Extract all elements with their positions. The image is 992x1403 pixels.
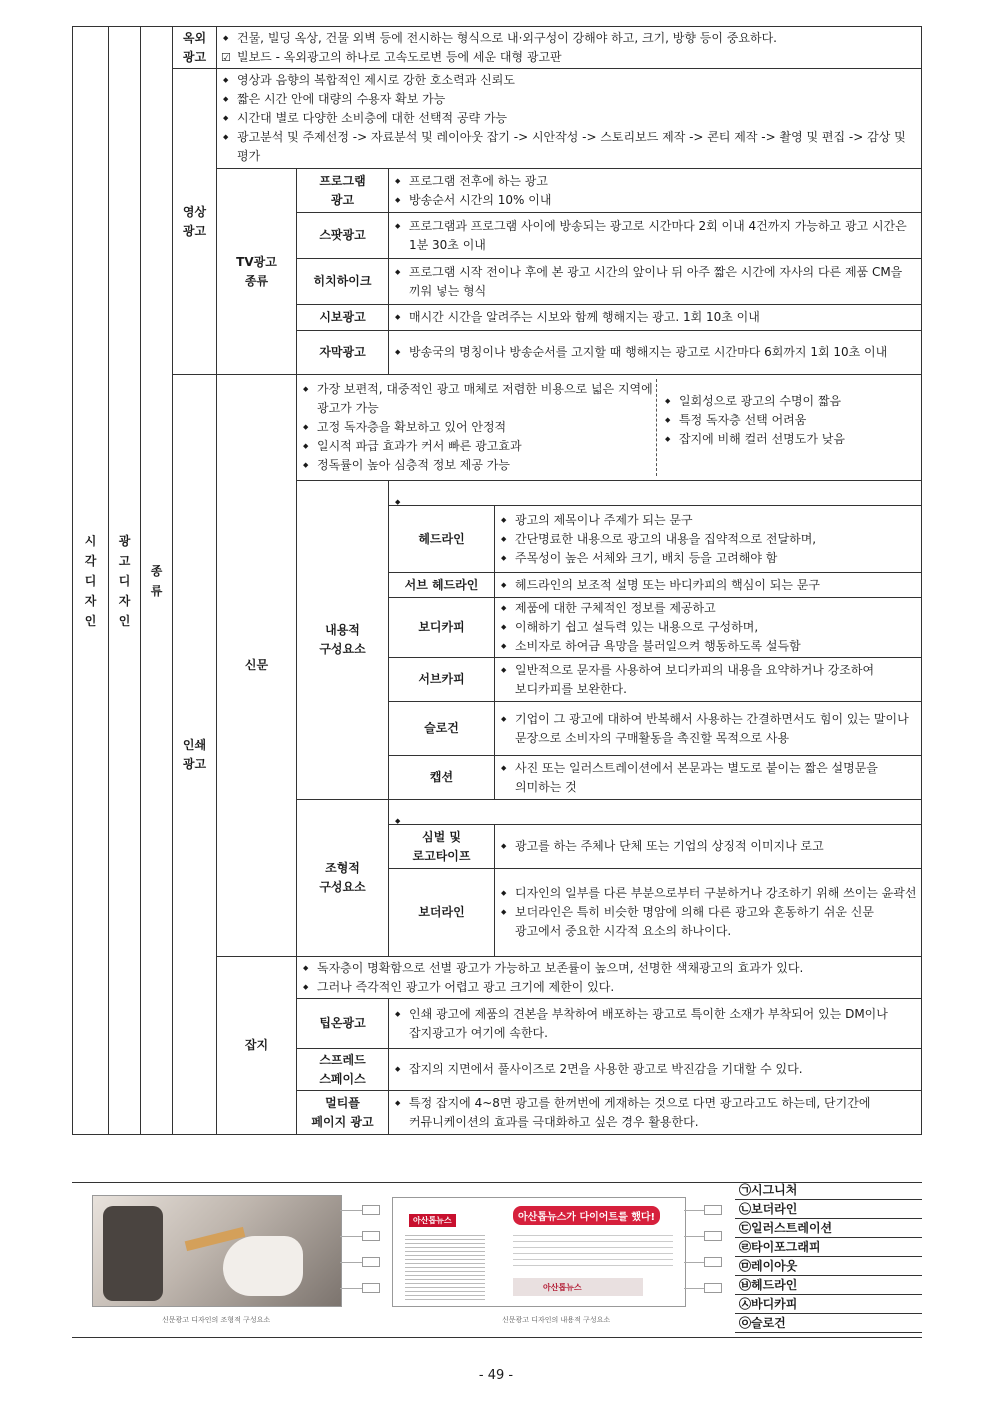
content-element-name: 서브 헤드라인 bbox=[389, 573, 495, 598]
legend-item: ㉠시그니처 bbox=[735, 1181, 922, 1200]
bullet-list bbox=[221, 70, 917, 167]
content-element-name: 캡션 bbox=[389, 756, 495, 800]
bullet-item: ◆ 짧은 시간 안에 대량의 수용자 확보 가능 bbox=[221, 90, 917, 109]
magazine-type-desc bbox=[389, 1049, 922, 1091]
bullet-item: ◆ 정독률이 높아 심층적 정보 제공 가능 bbox=[301, 456, 656, 475]
bullet-item: ◆ 이해하기 쉽고 설득력 있는 내용으로 구성하며, bbox=[499, 618, 917, 637]
category-ad-design: 광 고 디 자 인 bbox=[109, 27, 141, 1135]
legend-item: ㉣타이포그래피 bbox=[735, 1238, 922, 1257]
bullet-item: ◆ 특정 독자층 선택 어려움 bbox=[663, 411, 917, 430]
print-label: 인쇄 광고 bbox=[173, 375, 217, 1135]
bullet-list bbox=[393, 342, 917, 363]
bullet-item: ◆ 광고분석 및 주제선정 -> 자료분석 및 레이아웃 잡기 -> 시안작성 -> 스토리보드 제작 -> 콘티 제작 -> 촬영 및 편집 -> 감상 및 평가 bbox=[221, 128, 917, 166]
label-box bbox=[362, 1205, 380, 1215]
video-label: 영상 광고 bbox=[173, 69, 217, 375]
form-elements-label: 조형적 구성요소 bbox=[297, 800, 389, 957]
bullet-item: ◆ 방송국의 명칭이나 방송순서를 고지할 때 행해지는 광고로 시간마다 6회까지 1회 10초 이내 bbox=[393, 343, 917, 362]
newspaper-label: 신문 bbox=[217, 375, 297, 957]
ad-body-text bbox=[513, 1230, 673, 1270]
ad-logo: 아산톱뉴스 bbox=[409, 1214, 456, 1227]
bullet-list bbox=[393, 1004, 917, 1044]
form-element-name: 심벌 및 로고타이프 bbox=[389, 825, 495, 869]
legend-item: ㉦바디카피 bbox=[735, 1295, 922, 1314]
tv-type-name: 프로그램 광고 bbox=[297, 169, 389, 213]
ad-footer-logo: 아산톱뉴스 bbox=[543, 1283, 582, 1292]
tv-type-desc bbox=[389, 331, 922, 375]
legend-item: ㉤레이아웃 bbox=[735, 1257, 922, 1276]
magazine-type-desc bbox=[389, 999, 922, 1049]
bullet-item: ◆ 잡지의 지면에서 풀사이즈로 2면을 사용한 광고로 박진감을 기대할 수 있다. bbox=[393, 1060, 917, 1079]
answer-legend bbox=[735, 1181, 922, 1333]
newspaper-pros-cons bbox=[297, 375, 922, 481]
content-element-desc bbox=[495, 702, 922, 756]
bullet-item: ◆ 광고를 하는 주체나 단체 또는 기업의 상징적 이미지나 로고 bbox=[499, 837, 917, 856]
bullet-list bbox=[221, 28, 917, 68]
bullet-list bbox=[499, 836, 917, 857]
bullet-item: ◆ 매시간 시간을 알려주는 시보와 함께 행해지는 광고. 1회 10초 이내 bbox=[393, 308, 917, 327]
bullet-list bbox=[663, 391, 917, 450]
outdoor-label: 옥외 광고 bbox=[173, 27, 217, 69]
newspaper-pros bbox=[301, 379, 657, 476]
form-element-desc bbox=[495, 869, 922, 957]
tv-type-name: 스팟광고 bbox=[297, 213, 389, 259]
bullet-list bbox=[393, 216, 917, 256]
bullet-item: ◆ 프로그램과 프로그램 사이에 방송되는 광고로 시간마다 2회 이내 4건까지 가능하고 광고 시간은 1분 30초 이내 bbox=[393, 217, 917, 255]
newspaper-cons bbox=[657, 379, 917, 476]
bullet-list bbox=[393, 1059, 917, 1080]
bullet-item: ◆ 잡지에 비해 컬러 선명도가 낮음 bbox=[663, 430, 917, 449]
content-element-name: 보디카피 bbox=[389, 598, 495, 658]
bullet-item: ◆ 가장 보편적, 대중적인 광고 매체로 저렴한 비용으로 넓은 지역에 광고가 가능 bbox=[301, 380, 656, 418]
content-element-name: 헤드라인 bbox=[389, 506, 495, 573]
bullet-list bbox=[393, 811, 917, 813]
tv-type-desc bbox=[389, 259, 922, 305]
figure-area bbox=[72, 1182, 922, 1338]
bullet-item: ◆ 특정 잡지에 4~8면 광고를 한꺼번에 게재하는 것으로 다면 광고라고도 하는데, 단기간에 커뮤니케이션의 효과를 극대화하고 싶은 경우 활용한다. bbox=[393, 1094, 917, 1132]
bullet-item: ◆ 프로그램 시작 전이나 후에 본 광고 시간의 앞이나 뒤 아주 짧은 시간에 자사의 다른 제품 CM을 끼워 넣는 형식 bbox=[393, 263, 917, 301]
magazine-type-name: 멀티플 페이지 광고 bbox=[297, 1091, 389, 1135]
bullet-item: ◆ 고정 독자층을 확보하고 있어 안정적 bbox=[301, 418, 656, 437]
bullet-item: ◆ 프로그램 전후에 하는 광고 bbox=[393, 172, 917, 191]
tv-type-name: 시보광고 bbox=[297, 305, 389, 331]
magazine-label: 잡지 bbox=[217, 957, 297, 1135]
bullet-item: ◆ 제품에 대한 구체적인 정보를 제공하고 bbox=[499, 599, 917, 618]
legend-item: ㉢일러스트레이션 bbox=[735, 1219, 922, 1238]
bullet-item: ◆ 일회성으로 광고의 수명이 짧음 bbox=[663, 392, 917, 411]
tv-type-name: 자막광고 bbox=[297, 331, 389, 375]
label-box bbox=[362, 1283, 380, 1293]
form-elements-summary bbox=[389, 800, 922, 825]
bullet-item: ◆ 보더라인은 특히 비슷한 명암에 의해 다른 광고와 혼동하기 쉬운 신문 광고에서 중요한 시각적 요소의 하나이다. bbox=[499, 903, 917, 941]
bullet-item: ◆ 방송순서 시간의 10% 이내 bbox=[393, 191, 917, 210]
label-box bbox=[704, 1231, 722, 1241]
ad-design-table bbox=[72, 26, 922, 1135]
bullet-list bbox=[393, 1093, 917, 1133]
content-element-desc bbox=[495, 756, 922, 800]
bullet-item: ◆ 그러나 즉각적인 광고가 어렵고 광고 크기에 제한이 있다. bbox=[301, 978, 917, 997]
bullet-item: ◆ 사진 또는 일러스트레이션에서 본문과는 별도로 붙이는 짧은 설명문을 의미하는 것 bbox=[499, 759, 917, 797]
bullet-item: ◆ 디자인의 일부를 다른 부분으로부터 구분하거나 강조하기 위해 쓰이는 윤곽선 bbox=[499, 884, 917, 903]
ad-newspaper-sample bbox=[392, 1197, 686, 1307]
bullet-list bbox=[393, 171, 917, 211]
bullet-list bbox=[393, 307, 917, 328]
legend-item: ㉡보더라인 bbox=[735, 1200, 922, 1219]
bullet-list bbox=[393, 262, 917, 302]
bullet-list bbox=[301, 958, 917, 998]
video-desc bbox=[217, 69, 922, 169]
bullet-item: ◆ 독자층이 명확함으로 선별 광고가 가능하고 보존률이 높으며, 선명한 색채광고의 효과가 있다. bbox=[301, 959, 917, 978]
bullet-list bbox=[499, 883, 917, 942]
bullet-item: ◆ 시간대 별로 다양한 소비층에 대한 선택적 공략 가능 bbox=[221, 109, 917, 128]
bullet-item: ◆ 건물, 빌딩 옥상, 건물 외벽 등에 전시하는 형식으로 내·외구성이 강해야 하고, 크기, 방향 등이 중요하다. bbox=[221, 29, 917, 48]
label-box bbox=[362, 1231, 380, 1241]
tv-type-name: 히치하이크 bbox=[297, 259, 389, 305]
content-element-desc bbox=[495, 658, 922, 702]
bullet-item: ◆ 일반적으로 문자를 사용하여 보디카피의 내용을 요약하거나 강조하여 보디카피를 보완한다. bbox=[499, 661, 917, 699]
tv-types-label: TV광고 종류 bbox=[217, 169, 297, 375]
bullet-list bbox=[301, 379, 656, 476]
content-element-desc bbox=[495, 598, 922, 658]
page-number: - 49 - bbox=[478, 1368, 514, 1383]
figure-caption-1: 신문광고 디자인의 조형적 구성요소 bbox=[162, 1316, 271, 1324]
magazine-type-name: 스프레드 스페이스 bbox=[297, 1049, 389, 1091]
magazine-desc bbox=[297, 957, 922, 999]
tv-type-desc bbox=[389, 213, 922, 259]
ad-newspaper-thumb bbox=[405, 1232, 485, 1300]
label-box bbox=[704, 1283, 722, 1293]
bullet-item: ◆ 주목성이 높은 서체와 크기, 배치 등을 고려해야 함 bbox=[499, 549, 917, 568]
form-element-name: 보더라인 bbox=[389, 869, 495, 957]
label-box bbox=[362, 1257, 380, 1267]
bullet-list bbox=[499, 510, 917, 569]
content-element-desc bbox=[495, 506, 922, 573]
bullet-item: ◆ 인쇄 광고에 제품의 견본을 부착하여 배포하는 광고로 특이한 소재가 부착되어 있는 DM이나 잡지광고가 여기에 속한다. bbox=[393, 1005, 917, 1043]
bullet-item: ◆ 영상과 음향의 복합적인 제시로 강한 호소력과 신뢰도 bbox=[221, 71, 917, 90]
bullet-list bbox=[499, 709, 917, 749]
bullet-list bbox=[393, 492, 917, 494]
legend-item: ㉥헤드라인 bbox=[735, 1276, 922, 1295]
bullet-item: ◆ 일시적 파급 효과가 커서 빠른 광고효과 bbox=[301, 437, 656, 456]
ad-headline: 아산톱뉴스가 다이어트를 했다! bbox=[513, 1206, 660, 1225]
content-elements-summary bbox=[389, 481, 922, 506]
figure-caption-2: 신문광고 디자인의 내용적 구성요소 bbox=[502, 1316, 611, 1324]
magazine-type-desc bbox=[389, 1091, 922, 1135]
content-elements-label: 내용적 구성요소 bbox=[297, 481, 389, 800]
magazine-type-name: 팁온광고 bbox=[297, 999, 389, 1049]
form-element-desc bbox=[495, 825, 922, 869]
legend-item: ㉧슬로건 bbox=[735, 1314, 922, 1333]
bullet-item: ◆ 광고의 제목이나 주제가 되는 문구 bbox=[499, 511, 917, 530]
bullet-item: ◆ 헤드라인의 보조적 설명 또는 바디카피의 핵심이 되는 문구 bbox=[499, 576, 917, 595]
bullet-item: ☑ 빌보드 - 옥외광고의 하나로 고속도로변 등에 세운 대형 광고판 bbox=[221, 48, 917, 67]
bullet-item: ◆ 간단명료한 내용으로 광고의 내용을 집약적으로 전달하며, bbox=[499, 530, 917, 549]
content-element-desc bbox=[495, 573, 922, 598]
bullet-list bbox=[499, 575, 917, 596]
outdoor-desc bbox=[217, 27, 922, 69]
content-element-name: 슬로건 bbox=[389, 702, 495, 756]
category-type: 종 류 bbox=[141, 27, 173, 1135]
label-box bbox=[704, 1257, 722, 1267]
category-visual-design: 시 각 디 자 인 bbox=[73, 27, 109, 1135]
content-element-name: 서브카피 bbox=[389, 658, 495, 702]
bullet-item: ◆ 소비자로 하여금 욕망을 불러일으켜 행동하도록 설득함 bbox=[499, 637, 917, 656]
bullet-list bbox=[499, 660, 917, 700]
label-box bbox=[704, 1205, 722, 1215]
tv-type-desc bbox=[389, 305, 922, 331]
bullet-item: ◆ 기업이 그 광고에 대하여 반복해서 사용하는 간결하면서도 힘이 있는 말이나 문장으로 소비자의 구매활동을 촉진할 목적으로 사용 bbox=[499, 710, 917, 748]
bullet-list bbox=[499, 598, 917, 657]
tv-type-desc bbox=[389, 169, 922, 213]
ad-photo-formal bbox=[92, 1195, 342, 1307]
bullet-list bbox=[499, 758, 917, 798]
